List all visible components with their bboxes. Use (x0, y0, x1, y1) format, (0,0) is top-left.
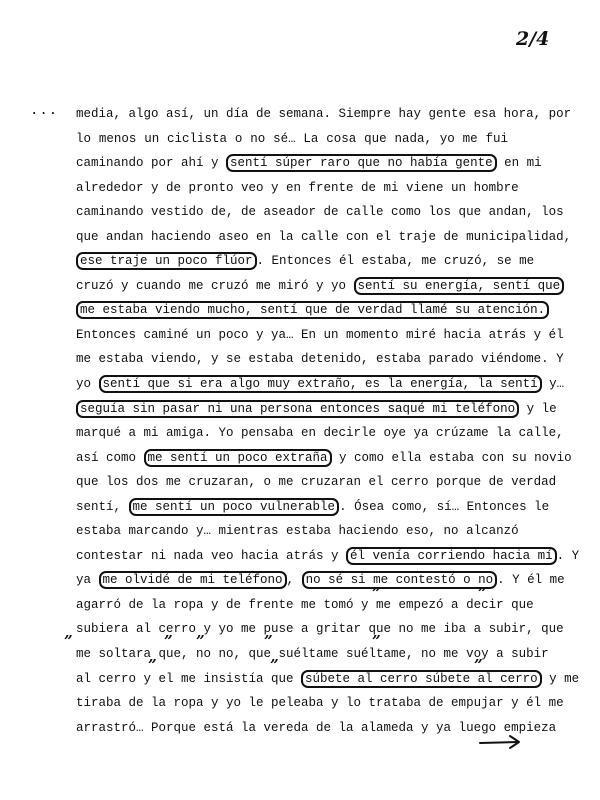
text-line (76, 127, 508, 152)
text-segment: así como (76, 450, 144, 465)
text-line (76, 544, 580, 569)
text-line (76, 495, 550, 520)
highlighted-phrase: no sé si me contestó o no (302, 571, 498, 589)
text-line (76, 298, 546, 323)
highlighted-phrase: súbete al cerro súbete al cerro (301, 670, 542, 688)
handwritten-quote-mark: ” (478, 584, 487, 602)
text-line (76, 225, 572, 250)
text-segment: y como ella estaba con su novio (331, 450, 572, 465)
page-number: 2/4 (516, 28, 550, 50)
handwritten-quote-mark: ” (264, 632, 273, 650)
text-line (76, 274, 561, 299)
text-line (76, 593, 534, 618)
handwritten-quote-mark: ” (270, 656, 279, 674)
text-segment: sentí, (76, 499, 129, 514)
text-line (76, 519, 519, 544)
text-segment: en mi (496, 156, 542, 171)
text-segment: media, algo así, un día de semana. Siempre hay gente esa hora, por (76, 107, 572, 121)
text-line (76, 470, 557, 495)
text-line (76, 176, 519, 201)
text-line (76, 446, 572, 471)
text-line (76, 568, 565, 593)
text-line (76, 372, 565, 397)
continue-arrow-icon (478, 734, 522, 750)
text-segment: lo menos un ciclista o no sé… La cosa que nada, yo me fui (76, 131, 508, 146)
text-segment: estaba marcando y… mientras estaba haciendo eso, no alcanzó (76, 524, 519, 539)
text-line (76, 421, 564, 446)
text-line (76, 249, 535, 274)
text-segment: que los dos me cruzaran, o me cruzaran el cerro porque de verdad (76, 475, 557, 490)
text-line (76, 667, 580, 692)
highlighted-phrase: sentí súper raro que no había gente (226, 154, 497, 172)
text-segment: Entonces caminé un poco y ya… En un momento miré hacia atrás y él (76, 327, 564, 342)
text-line (76, 642, 549, 667)
text-line (76, 617, 564, 642)
text-segment: me soltara que, no no, que suéltame suéltame, no me voy a subir (76, 647, 549, 662)
text-segment: , (286, 573, 302, 588)
text-segment: . Entonces él estaba, me cruzó, se me (256, 254, 535, 269)
handwritten-quote-mark: ” (474, 656, 483, 674)
text-line (76, 151, 542, 176)
text-line (76, 691, 564, 716)
text-segment: cruzó y cuando me cruzó me miró y yo (76, 278, 354, 293)
handwritten-quote-mark: ” (372, 632, 381, 650)
handwritten-quote-mark: ” (164, 632, 173, 650)
highlighted-phrase: ese traje un poco flúor (76, 252, 257, 270)
text-segment: contestar ni nada veo hacia atrás y (76, 548, 347, 563)
handwritten-quote-mark: ” (148, 656, 157, 674)
transcript-text (76, 102, 580, 740)
text-segment: . Ósea como, sí… Entonces le (339, 499, 550, 514)
handwritten-quote-mark: ” (372, 584, 381, 602)
margin-ellipsis: ... (30, 103, 59, 119)
handwritten-quote-mark: ” (64, 632, 73, 650)
highlighted-phrase: él venía corriendo hacia mí (346, 547, 557, 565)
highlighted-phrase: me sentí un poco extraña (144, 449, 332, 467)
highlighted-phrase: sentí que si era algo muy extraño, es la energía, la sentí (99, 375, 542, 393)
highlighted-phrase: sentí su energía, sentí que (354, 277, 565, 295)
text-line (76, 200, 564, 225)
text-segment: y… (541, 377, 565, 392)
text-segment: que andan haciendo aseo en la calle con el traje de municipalidad, (76, 229, 572, 244)
text-segment: . Y (556, 548, 580, 563)
text-line (76, 102, 572, 127)
text-segment: ya (76, 573, 99, 588)
text-line (76, 397, 557, 422)
text-line (76, 716, 557, 741)
text-segment: y le (519, 401, 557, 416)
text-segment: . Y él me (497, 573, 565, 588)
text-segment: agarró de la ropa y de frente me tomó y me empezó a decir que (76, 597, 534, 612)
text-segment: yo (76, 377, 99, 392)
text-segment: subiera al cerro y yo me puse a gritar que no me iba a subir, que (76, 622, 564, 637)
text-segment: arrastró… Porque está la vereda de la alameda y ya luego empieza (76, 720, 557, 735)
text-segment: tiraba de la ropa y yo le peleaba y lo trataba de empujar y él me (76, 696, 564, 711)
text-segment: y me (541, 671, 580, 686)
text-line (76, 347, 564, 372)
text-line (76, 323, 564, 348)
highlighted-phrase: me estaba viendo mucho, sentí que de verdad llamé su atención. (76, 301, 549, 319)
text-segment: me estaba viendo, y se estaba detenido, estaba parado viéndome. Y (76, 352, 564, 367)
highlighted-phrase: me olvidé de mi teléfono (99, 571, 287, 589)
handwritten-quote-mark: ” (196, 632, 205, 650)
text-segment: caminando vestido de, de aseador de calle como los que andan, los (76, 205, 564, 220)
text-segment: marqué a mi amiga. Yo pensaba en decirle oye ya crúzame la calle, (76, 426, 564, 441)
highlighted-phrase: me sentí un poco vulnerable (129, 498, 340, 516)
text-segment: al cerro y el me insistía que (76, 671, 302, 686)
text-segment: alrededor y de pronto veo y en frente de mi viene un hombre (76, 180, 519, 195)
highlighted-phrase: seguía sin pasar ni una persona entonces saqué mi teléfono (76, 400, 519, 418)
text-segment: caminando por ahí y (76, 156, 227, 171)
